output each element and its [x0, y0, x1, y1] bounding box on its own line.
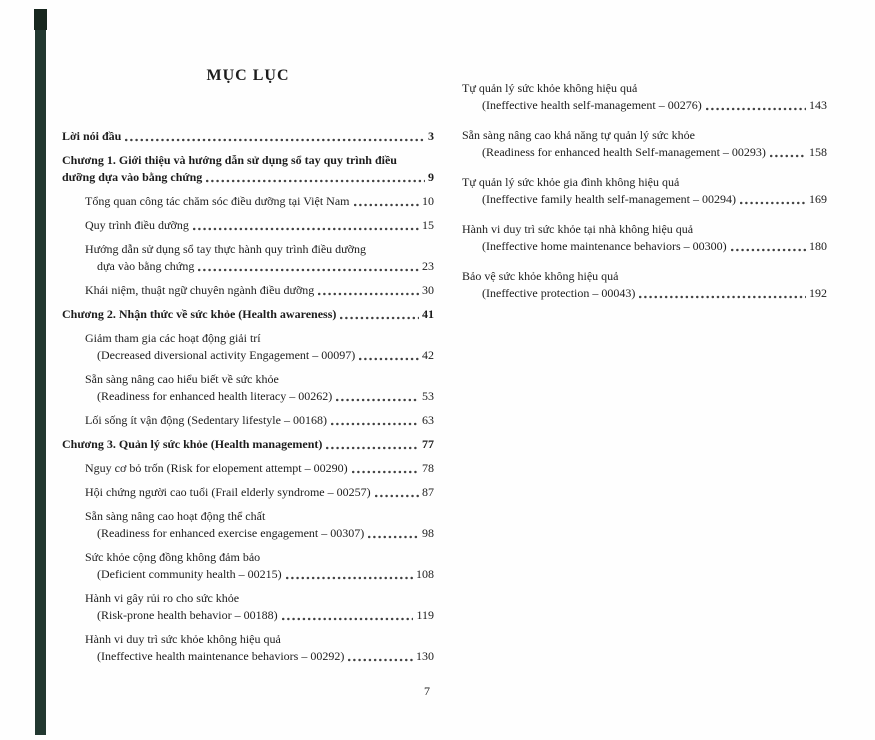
toc-text: (Ineffective protection – 00043) — [482, 286, 636, 300]
toc-item-entry — [62, 282, 434, 299]
toc-entry-page-number: 98 — [422, 526, 434, 540]
toc-text: (Ineffective home maintenance behaviors – 00300) — [482, 239, 727, 253]
toc-line — [462, 80, 827, 97]
dotted-leader — [198, 258, 419, 275]
toc-text: Sẵn sàng nâng cao hiểu biết về sức khỏe — [85, 372, 279, 386]
toc-entry-page-number: 9 — [428, 170, 434, 184]
dotted-leader — [375, 484, 419, 501]
toc-text: Sẵn sàng nâng cao hoạt động thể chất — [85, 509, 266, 523]
page-title: MỤC LỤC — [206, 67, 290, 84]
toc-entry-page-number: 53 — [422, 389, 434, 403]
toc-line — [462, 268, 827, 285]
toc-line — [85, 347, 434, 364]
toc-entry-page-number: 119 — [416, 608, 434, 622]
dotted-leader — [639, 285, 806, 302]
toc-line — [85, 648, 434, 665]
toc-line — [85, 241, 434, 258]
toc — [62, 66, 827, 672]
book-spine-edge — [35, 9, 46, 735]
toc-line — [85, 412, 434, 429]
toc-text: (Decreased diversional activity Engagement – 00097) — [97, 348, 356, 362]
toc-entry-page-number: 192 — [809, 286, 827, 300]
toc-item-entry — [62, 460, 434, 477]
toc-line — [85, 607, 434, 624]
toc-item-entry — [462, 127, 827, 161]
toc-item-entry — [62, 549, 434, 583]
dotted-leader — [359, 347, 419, 364]
toc-text: (Risk-prone health behavior – 00188) — [97, 608, 278, 622]
toc-line — [85, 330, 434, 347]
toc-item-entry — [462, 174, 827, 208]
toc-entry-page-number: 77 — [422, 437, 434, 451]
toc-entry-page-number: 130 — [416, 649, 434, 663]
toc-text: Hành vi duy trì sức khỏe không hiệu quả — [85, 632, 281, 646]
toc-text: Chương 2. Nhận thức về sức khỏe (Health awareness) — [62, 307, 337, 321]
toc-text: dưỡng dựa vào bằng chứng — [62, 170, 203, 184]
toc-item-entry — [462, 80, 827, 114]
toc-text: (Ineffective health maintenance behaviors – 00292) — [97, 649, 345, 663]
toc-text: (Readiness for enhanced health Self-management – 00293) — [482, 145, 766, 159]
toc-text: (Readiness for enhanced exercise engagement – 00307) — [97, 526, 365, 540]
toc-line — [85, 460, 434, 477]
toc-column-right — [462, 66, 827, 672]
toc-text: Tự quản lý sức khỏe gia đình không hiệu quả — [462, 175, 680, 189]
toc-entry-page-number: 169 — [809, 192, 827, 206]
toc-entry-page-number: 30 — [422, 283, 434, 297]
toc-item-entry — [62, 590, 434, 624]
toc-line — [462, 144, 827, 161]
toc-chapter-entry — [62, 152, 434, 186]
toc-line — [85, 566, 434, 583]
toc-entry-page-number: 108 — [416, 567, 434, 581]
toc-item-entry — [62, 508, 434, 542]
toc-entry-page-number: 41 — [422, 307, 434, 321]
toc-column-left — [62, 66, 434, 672]
toc-line — [62, 306, 434, 323]
toc-text: dựa vào bằng chứng — [97, 259, 195, 273]
toc-entry-page-number: 10 — [422, 194, 434, 208]
toc-line — [85, 217, 434, 234]
toc-text: Nguy cơ bỏ trốn (Risk for elopement attempt – 00290) — [85, 461, 348, 475]
toc-text: Quy trình điều dưỡng — [85, 218, 189, 232]
toc-text: Chương 1. Giới thiệu và hướng dẫn sử dụng sổ tay quy trình điều — [62, 153, 397, 167]
toc-entry-page-number: 78 — [422, 461, 434, 475]
dotted-leader — [286, 566, 413, 583]
toc-chapter-entry — [62, 128, 434, 145]
dotted-leader — [368, 525, 419, 542]
toc-text: Lối sống ít vận động (Sedentary lifestyle – 00168) — [85, 413, 327, 427]
toc-item-entry — [62, 484, 434, 501]
toc-item-entry — [62, 241, 434, 275]
dotted-leader — [331, 412, 419, 429]
toc-entry-page-number: 63 — [422, 413, 434, 427]
dotted-leader — [282, 607, 414, 624]
toc-line — [462, 191, 827, 208]
toc-item-entry — [462, 268, 827, 302]
dotted-leader — [706, 97, 806, 114]
toc-chapter-entry — [62, 306, 434, 323]
dotted-leader — [125, 128, 425, 145]
toc-line — [62, 169, 434, 186]
toc-line — [462, 97, 827, 114]
toc-line — [62, 152, 434, 169]
toc-text: Tự quản lý sức khỏe không hiệu quả — [462, 81, 638, 95]
toc-line — [85, 590, 434, 607]
toc-line — [85, 525, 434, 542]
dotted-leader — [348, 648, 413, 665]
toc-line — [85, 282, 434, 299]
toc-text: Bảo vệ sức khỏe không hiệu quả — [462, 269, 619, 283]
toc-line — [85, 549, 434, 566]
toc-item-entry — [462, 221, 827, 255]
toc-line — [62, 436, 434, 453]
dotted-leader — [731, 238, 806, 255]
dotted-leader — [206, 169, 425, 186]
toc-entry-page-number: 3 — [428, 129, 434, 143]
toc-line — [85, 193, 434, 210]
toc-line — [462, 238, 827, 255]
toc-line — [462, 127, 827, 144]
toc-entry-page-number: 180 — [809, 239, 827, 253]
dotted-leader — [318, 282, 419, 299]
dotted-leader — [336, 388, 419, 405]
book-spine-edge-cap — [34, 9, 47, 30]
toc-entry-page-number: 87 — [422, 485, 434, 499]
toc-entries-right — [462, 80, 827, 302]
toc-line — [462, 174, 827, 191]
toc-item-entry — [62, 193, 434, 210]
toc-text: (Readiness for enhanced health literacy – 00262) — [97, 389, 333, 403]
dotted-leader — [770, 144, 806, 161]
toc-entry-page-number: 42 — [422, 348, 434, 362]
toc-line — [85, 631, 434, 648]
toc-text: Khái niệm, thuật ngữ chuyên ngành điều dưỡng — [85, 283, 315, 297]
toc-item-entry — [62, 631, 434, 665]
toc-item-entry — [62, 217, 434, 234]
toc-line — [85, 371, 434, 388]
toc-item-entry — [62, 330, 434, 364]
dotted-leader — [326, 436, 419, 453]
dotted-leader — [340, 306, 419, 323]
toc-text: Hành vi duy trì sức khỏe tại nhà không hiệu quả — [462, 222, 694, 236]
dotted-leader — [740, 191, 806, 208]
toc-text: Hành vi gây rủi ro cho sức khỏe — [85, 591, 240, 605]
toc-text: Tổng quan công tác chăm sóc điều dưỡng tại Việt Nam — [85, 194, 350, 208]
dotted-leader — [352, 460, 419, 477]
toc-entry-page-number: 143 — [809, 98, 827, 112]
toc-line — [62, 128, 434, 145]
toc-line — [462, 285, 827, 302]
toc-text: Giảm tham gia các hoạt động giải trí — [85, 331, 261, 345]
footer-page-number: 7 — [424, 684, 430, 698]
toc-text: Hội chứng người cao tuổi (Frail elderly syndrome – 00257) — [85, 485, 371, 499]
toc-line — [85, 508, 434, 525]
toc-text: Lời nói đầu — [62, 129, 122, 143]
dotted-leader — [354, 193, 419, 210]
toc-text: Chương 3. Quản lý sức khỏe (Health management) — [62, 437, 323, 451]
toc-text: (Ineffective health self-management – 00276) — [482, 98, 702, 112]
toc-entry-page-number: 23 — [422, 259, 434, 273]
toc-text: Sức khỏe cộng đồng không đảm bảo — [85, 550, 261, 564]
toc-line — [85, 388, 434, 405]
toc-text: (Ineffective family health self-management – 00294) — [482, 192, 737, 206]
toc-line — [85, 258, 434, 275]
toc-entry-page-number: 15 — [422, 218, 434, 232]
toc-line — [462, 221, 827, 238]
toc-text: (Deficient community health – 00215) — [97, 567, 282, 581]
toc-line — [85, 484, 434, 501]
toc-text: Sẵn sàng nâng cao khả năng tự quản lý sức khỏe — [462, 128, 695, 142]
toc-item-entry — [62, 371, 434, 405]
toc-text: Hướng dẫn sử dụng sổ tay thực hành quy trình điều dưỡng — [85, 242, 367, 256]
toc-item-entry — [62, 412, 434, 429]
dotted-leader — [193, 217, 419, 234]
toc-entry-page-number: 158 — [809, 145, 827, 159]
toc-entries-left — [62, 128, 434, 665]
toc-chapter-entry — [62, 436, 434, 453]
